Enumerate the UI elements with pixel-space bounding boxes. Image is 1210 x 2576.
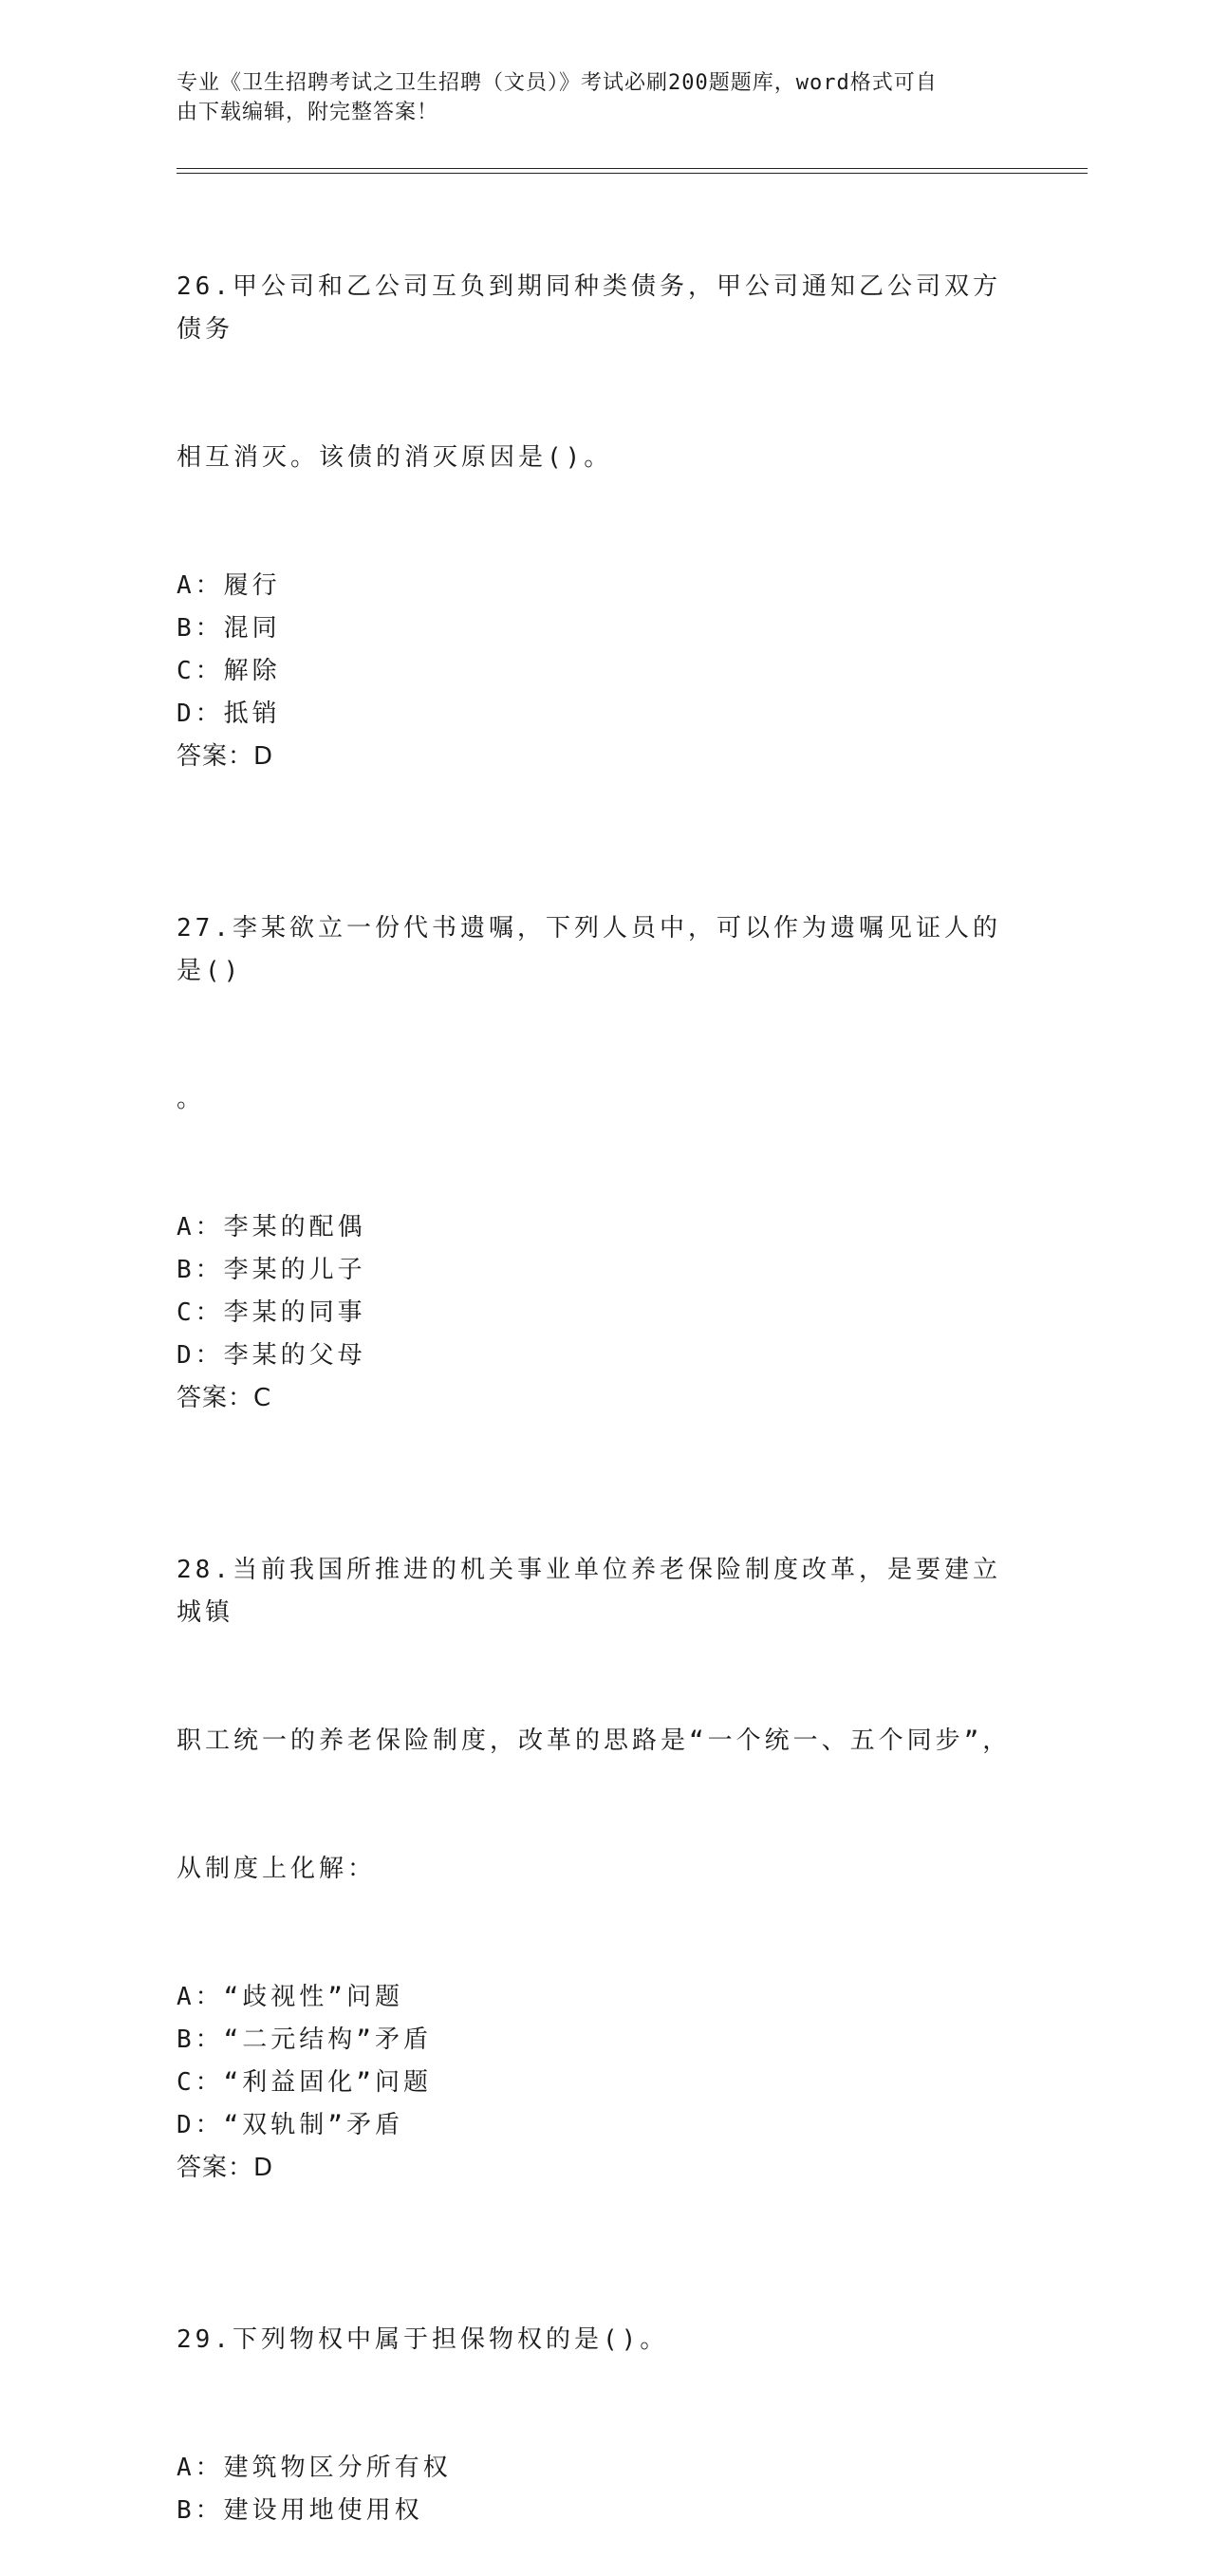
stem-line: 从制度上化解： bbox=[177, 1855, 377, 1883]
question-stem bbox=[177, 822, 1012, 1206]
option-b: B：混同 bbox=[177, 614, 281, 643]
header-line-1: 专业《卫生招聘考试之卫生招聘（文员）》考试必刷200题题库，word格式可自 bbox=[177, 71, 938, 95]
option-c: C：解除 bbox=[177, 657, 281, 685]
header-rule-top bbox=[177, 168, 1088, 169]
option-d: D：李某的父母 bbox=[177, 1341, 366, 1370]
option-a: A：李某的配偶 bbox=[177, 1213, 366, 1241]
question-stem bbox=[177, 180, 1012, 565]
question-list bbox=[177, 180, 1031, 2576]
option-a: A：履行 bbox=[177, 571, 281, 600]
stem-line: 。 bbox=[177, 1085, 206, 1113]
stem-line: 27.李某欲立一份代书遗嘱，下列人员中，可以作为遗嘱见证人的是() bbox=[177, 914, 1001, 985]
question-stem bbox=[177, 1464, 1012, 1976]
option-a: A：建筑物区分所有权 bbox=[177, 2454, 452, 2482]
question-27 bbox=[177, 822, 1031, 1420]
option-c: C：李某的同事 bbox=[177, 1298, 366, 1327]
question-28 bbox=[177, 1464, 1031, 2190]
header-rule-bottom bbox=[177, 173, 1088, 174]
document-header bbox=[177, 68, 1012, 127]
option-a: A：“歧视性”问题 bbox=[177, 1983, 403, 2011]
question-29 bbox=[177, 2233, 1031, 2532]
question-26 bbox=[177, 180, 1031, 778]
option-b: B：“二元结构”矛盾 bbox=[177, 2025, 432, 2054]
stem-line: 26.甲公司和乙公司互负到期同种类债务，甲公司通知乙公司双方债务 bbox=[177, 272, 1001, 344]
question-stem bbox=[177, 2233, 1012, 2447]
answer: 答案：C bbox=[177, 1384, 272, 1412]
option-d: D：“双轨制”矛盾 bbox=[177, 2111, 403, 2139]
stem-line: 28.当前我国所推进的机关事业单位养老保险制度改革，是要建立城镇 bbox=[177, 1556, 1001, 1627]
option-c: C：“利益固化”问题 bbox=[177, 2068, 432, 2097]
stem-line: 职工统一的养老保险制度，改革的思路是“一个统一、五个同步”， bbox=[177, 1727, 1012, 1755]
option-d: D：抵销 bbox=[177, 700, 281, 728]
option-b: B：李某的儿子 bbox=[177, 1256, 366, 1284]
answer: 答案：D bbox=[177, 2154, 274, 2182]
stem-line: 相互消灭。该债的消灭原因是()。 bbox=[177, 443, 613, 472]
stem-line: 29.下列物权中属于担保物权的是()。 bbox=[177, 2325, 669, 2354]
option-b: B：建设用地使用权 bbox=[177, 2496, 423, 2525]
answer: 答案：D bbox=[177, 742, 274, 771]
header-line-2: 由下载编辑，附完整答案！ bbox=[177, 101, 439, 124]
